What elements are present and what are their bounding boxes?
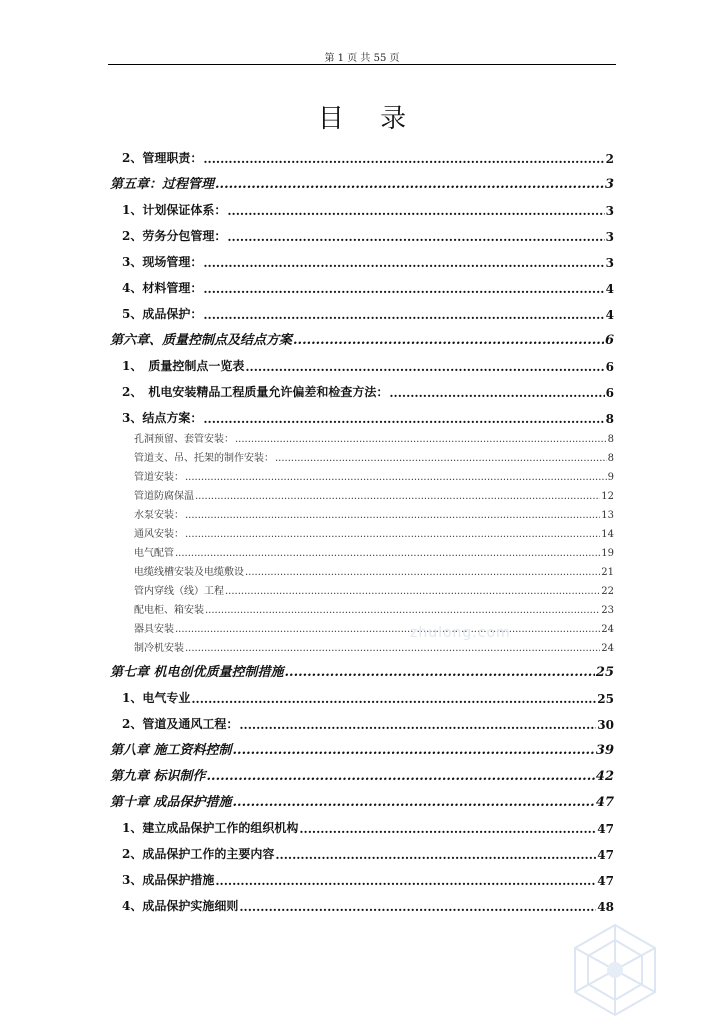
- toc-entry-label: 第十章 成品保护措施: [110, 795, 232, 810]
- page-header: 第 1 页 共 55 页: [324, 53, 400, 64]
- toc-leader-dots: [227, 204, 604, 218]
- toc-leader-dots: [185, 510, 600, 521]
- toc-page-number: 24: [601, 624, 614, 635]
- toc-section-entry[interactable]: [110, 680, 614, 706]
- toc-leader-dots: [245, 360, 604, 374]
- toc-leader-dots: [215, 874, 596, 888]
- toc-leader-dots: [275, 453, 607, 464]
- toc-page-number: 19: [601, 548, 614, 559]
- toc-sub-entry[interactable]: [110, 464, 614, 483]
- toc-entry-label: 管道防腐保温: [134, 491, 194, 502]
- toc-leader-dots: [185, 472, 607, 483]
- toc-page-number: 3: [605, 256, 614, 270]
- toc-page-number: 47: [597, 874, 614, 888]
- toc-leader-dots: [175, 624, 600, 635]
- toc-entry-label: 第五章：过程管理: [110, 177, 215, 192]
- toc-leader-dots: [203, 308, 604, 322]
- toc-page-number: 8: [607, 434, 614, 445]
- toc-sub-entry[interactable]: [110, 559, 614, 578]
- toc-section-entry[interactable]: [110, 400, 614, 426]
- toc-entry-label: 1、计划保证体系：: [122, 203, 227, 217]
- toc-chapter-entry[interactable]: [110, 322, 614, 348]
- toc-entry-label: 3、结点方案：: [122, 411, 203, 425]
- toc-entry-label: 3、成品保护措施: [122, 873, 215, 887]
- toc-page-number: 24: [601, 643, 614, 654]
- toc-leader-dots: [191, 692, 596, 706]
- toc-sub-entry[interactable]: [110, 597, 614, 616]
- toc-leader-dots: [285, 665, 595, 680]
- toc-entry-label: 2、成品保护工作的主要内容: [122, 847, 275, 861]
- toc-page-number: 25: [597, 692, 614, 706]
- toc-section-entry[interactable]: [110, 862, 614, 888]
- toc-section-entry[interactable]: [110, 244, 614, 270]
- toc-leader-dots: [299, 822, 596, 836]
- toc-leader-dots: [275, 848, 596, 862]
- toc-sub-entry[interactable]: [110, 616, 614, 635]
- toc-leader-dots: [235, 434, 607, 445]
- toc-page-number: 48: [597, 900, 614, 914]
- toc-entry-label: 第七章 机电创优质量控制措施: [110, 665, 284, 680]
- toc-entry-label: 2、管道及通风工程：: [122, 717, 239, 731]
- toc-entry-label: 1、建立成品保护工作的组织机构: [122, 821, 299, 835]
- toc-page-number: 21: [601, 567, 614, 578]
- toc-entry-label: 电气配管: [134, 548, 174, 559]
- toc-section-entry[interactable]: [110, 270, 614, 296]
- toc-page-number: 3: [605, 204, 614, 218]
- toc-sub-entry[interactable]: [110, 521, 614, 540]
- toc-page-number: 4: [605, 282, 614, 296]
- toc-leader-dots: [195, 491, 600, 502]
- toc-leader-dots: [245, 567, 600, 578]
- toc-section-entry[interactable]: [110, 888, 614, 914]
- toc-page-number: 47: [595, 795, 614, 810]
- toc-page-number: 13: [601, 510, 614, 521]
- toc-page-number: 30: [597, 718, 614, 732]
- toc-entry-label: 器具安装: [134, 624, 174, 635]
- toc-sub-entry[interactable]: [110, 578, 614, 597]
- toc-entry-label: 通风安装：: [134, 529, 184, 540]
- toc-leader-dots: [203, 152, 604, 166]
- toc-section-entry[interactable]: [110, 218, 614, 244]
- toc-chapter-entry[interactable]: [110, 166, 614, 192]
- toc-page-number: 14: [601, 529, 614, 540]
- toc-leader-dots: [225, 586, 600, 597]
- toc-page-number: 39: [595, 743, 614, 758]
- toc-page-number: 47: [597, 822, 614, 836]
- toc-entry-label: 1、电气专业: [122, 691, 191, 705]
- toc-leader-dots: [203, 256, 604, 270]
- toc-page-number: 3: [604, 177, 614, 192]
- toc-section-entry[interactable]: [110, 706, 614, 732]
- toc-page-number: 6: [605, 386, 614, 400]
- toc-sub-entry[interactable]: [110, 483, 614, 502]
- toc-entry-label: 5、成品保护：: [122, 307, 203, 321]
- watermark: zhulong.com: [410, 625, 511, 641]
- toc-entry-label: 2、劳务分包管理：: [122, 229, 227, 243]
- toc-leader-dots: [227, 230, 604, 244]
- toc-leader-dots: [207, 769, 595, 784]
- toc-leader-dots: [233, 743, 595, 758]
- toc-section-entry[interactable]: [110, 836, 614, 862]
- toc-leader-dots: [293, 333, 604, 348]
- toc-sub-entry[interactable]: [110, 445, 614, 464]
- toc-section-entry[interactable]: [110, 374, 614, 400]
- toc-page-number: 4: [605, 308, 614, 322]
- toc-entry-label: 4、成品保护实施细则: [122, 899, 239, 913]
- toc-leader-dots: [215, 177, 604, 192]
- toc-sub-entry[interactable]: [110, 540, 614, 559]
- toc-page-number: 6: [605, 360, 614, 374]
- toc-entry-label: 水泵安装：: [134, 510, 184, 521]
- toc-page-number: 25: [595, 665, 614, 680]
- toc-entry-label: 第六章、质量控制点及结点方案: [110, 333, 293, 348]
- toc-chapter-entry[interactable]: [110, 654, 614, 680]
- toc-leader-dots: [233, 795, 595, 810]
- toc-entry-label: 3、现场管理：: [122, 255, 203, 269]
- toc-entry-label: 2、 机电安装精品工程质量允许偏差和检查方法：: [122, 385, 389, 399]
- toc-sub-entry[interactable]: [110, 502, 614, 521]
- toc-section-entry[interactable]: [110, 810, 614, 836]
- toc-chapter-entry[interactable]: [110, 732, 614, 758]
- toc-entry-label: 4、材料管理：: [122, 281, 203, 295]
- toc-leader-dots: [205, 605, 600, 616]
- toc-entry-label: 1、 质量控制点一览表: [122, 359, 245, 373]
- toc-page-number: 3: [605, 230, 614, 244]
- toc-leader-dots: [185, 643, 600, 654]
- toc-section-entry[interactable]: [110, 140, 614, 166]
- toc-leader-dots: [389, 386, 604, 400]
- toc-page-number: 9: [607, 472, 614, 483]
- toc-leader-dots: [203, 282, 604, 296]
- toc-leader-dots: [239, 900, 596, 914]
- toc-page-number: 47: [597, 848, 614, 862]
- toc-entry-label: 电缆线槽安装及电缆敷设: [134, 567, 244, 578]
- toc-entry-label: 管道安装：: [134, 472, 184, 483]
- page-title: 目 录: [317, 104, 421, 134]
- toc-sub-entry[interactable]: [110, 635, 614, 654]
- toc-leader-dots: [185, 529, 600, 540]
- toc-entry-label: 第八章 施工资料控制: [110, 743, 232, 758]
- toc-leader-dots: [239, 718, 596, 732]
- toc-entry-label: 孔洞预留、套管安装：: [134, 434, 234, 445]
- toc-entry-label: 制冷机安装: [134, 643, 184, 654]
- toc-entry-label: 2、管理职责：: [122, 151, 203, 165]
- toc-page-number: 8: [605, 412, 614, 426]
- toc-page-number: 6: [604, 333, 614, 348]
- table-of-contents: [110, 140, 614, 914]
- toc-section-entry[interactable]: [110, 348, 614, 374]
- toc-section-entry[interactable]: [110, 296, 614, 322]
- toc-page-number: 8: [607, 453, 614, 464]
- toc-entry-label: 管道支、吊、托架的制作安装：: [134, 453, 274, 464]
- toc-page-number: 42: [595, 769, 614, 784]
- toc-entry-label: 配电柜、箱安装: [134, 605, 204, 616]
- toc-chapter-entry[interactable]: [110, 758, 614, 784]
- toc-sub-entry[interactable]: [110, 426, 614, 445]
- toc-section-entry[interactable]: [110, 192, 614, 218]
- toc-leader-dots: [203, 412, 604, 426]
- zhulong-logo-icon: [560, 920, 670, 1020]
- toc-page-number: 23: [601, 605, 614, 616]
- toc-page-number: 12: [601, 491, 614, 502]
- toc-page-number: 22: [601, 586, 614, 597]
- toc-entry-label: 管内穿线（线）工程: [134, 586, 224, 597]
- toc-page-number: 2: [605, 152, 614, 166]
- toc-entry-label: 第九章 标识制作: [110, 769, 206, 784]
- toc-leader-dots: [175, 548, 600, 559]
- header-divider: [108, 64, 616, 65]
- toc-chapter-entry[interactable]: [110, 784, 614, 810]
